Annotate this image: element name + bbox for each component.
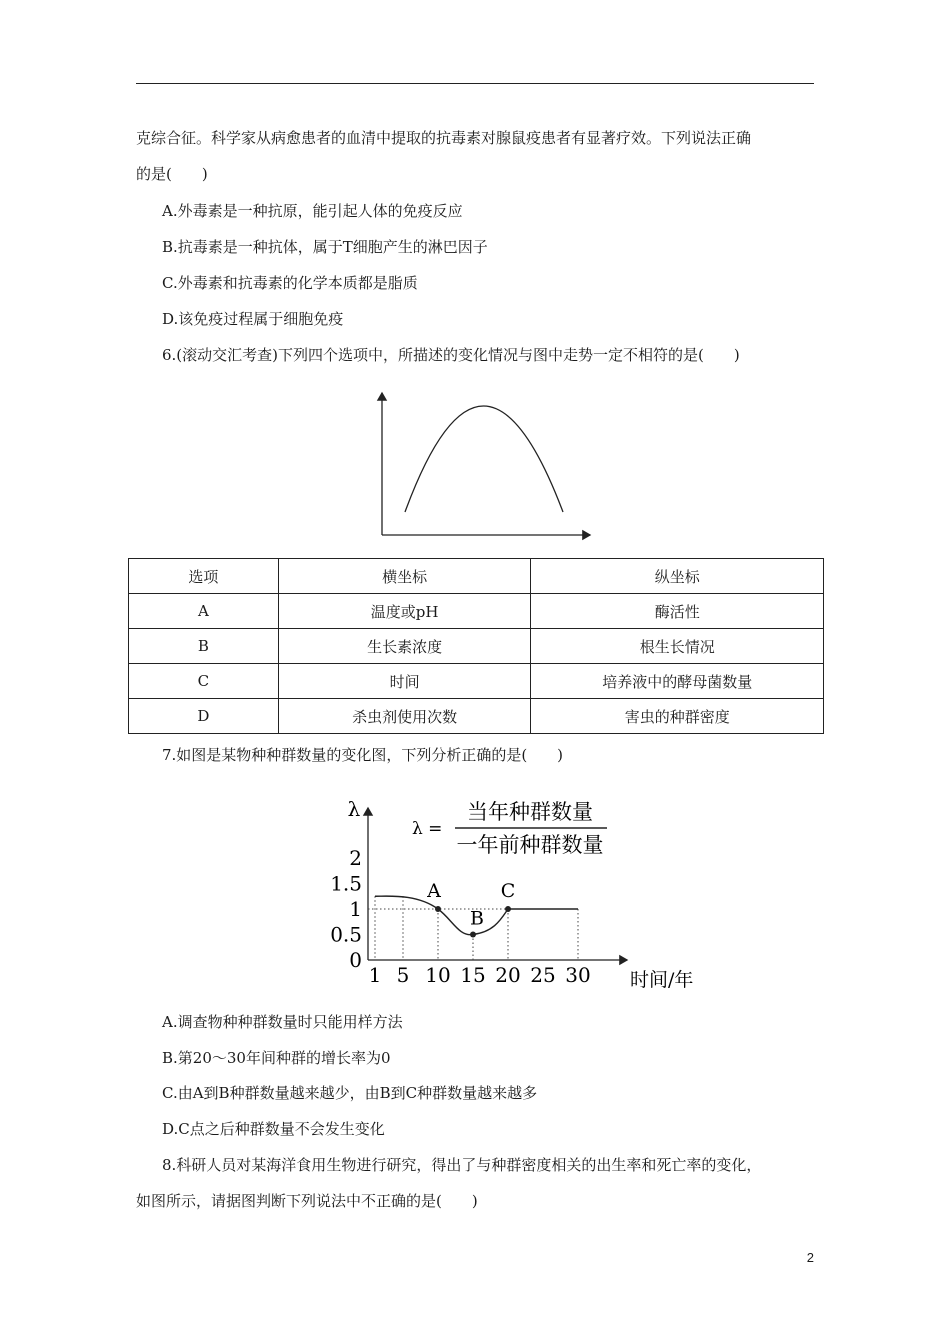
table-row bbox=[129, 594, 824, 629]
table-cell: 时间 bbox=[278, 664, 531, 699]
formula-lhs: λ = bbox=[412, 819, 443, 839]
point-label-a: A bbox=[427, 880, 441, 902]
table-row bbox=[129, 629, 824, 664]
y-tick-label: 2 bbox=[349, 846, 362, 870]
q6-stem: 6.(滚动交汇考查)下列四个选项中，所描述的变化情况与图中走势一定不相符的是( ) bbox=[162, 346, 740, 364]
y-tick-label: 1.5 bbox=[330, 871, 362, 896]
table-row bbox=[129, 699, 824, 734]
x-axis-label: 时间/年 bbox=[630, 969, 694, 991]
q5-option-c: C.外毒素和抗毒素的化学本质都是脂质 bbox=[162, 274, 418, 292]
q6-curve bbox=[405, 406, 563, 512]
q7-option-c: C.由A到B种群数量越来越少，由B到C种群数量越来越多 bbox=[162, 1084, 538, 1102]
page-number: 2 bbox=[806, 1250, 814, 1265]
table-cell: 根生长情况 bbox=[531, 629, 824, 664]
table-cell: D bbox=[129, 699, 279, 734]
q5-stem-line2: 的是( ) bbox=[136, 165, 208, 183]
x-tick-label: 1 bbox=[368, 963, 382, 987]
q5-option-a: A.外毒素是一种抗原，能引起人体的免疫反应 bbox=[162, 202, 463, 220]
point-c bbox=[505, 906, 511, 912]
table-cell: C bbox=[129, 664, 279, 699]
point-label-c: C bbox=[500, 880, 516, 902]
x-tick-label: 30 bbox=[565, 963, 591, 987]
q7-stem: 7.如图是某物种种群数量的变化图，下列分析正确的是( ) bbox=[162, 746, 564, 764]
table-cell: A bbox=[129, 594, 279, 629]
q8-stem-line1: 8.科研人员对某海洋食用生物进行研究，得出了与种群密度相关的出生率和死亡率的变化， bbox=[162, 1156, 762, 1174]
table-cell: 害虫的种群密度 bbox=[531, 699, 824, 734]
q5-option-d: D.该免疫过程属于细胞免疫 bbox=[162, 310, 344, 328]
y-axis-label: λ bbox=[347, 797, 361, 821]
y-tick-label: 0.5 bbox=[330, 922, 362, 947]
q6-options-table bbox=[128, 558, 824, 734]
table-cell: 生长素浓度 bbox=[278, 629, 531, 664]
q7-option-b: B.第20～30年间种群的增长率为0 bbox=[162, 1049, 391, 1067]
table-cell: B bbox=[129, 629, 279, 664]
x-tick-label: 10 bbox=[425, 963, 451, 987]
q8-stem-line2: 如图所示，请据图判断下列说法中不正确的是( ) bbox=[136, 1192, 478, 1210]
q5-option-b: B.抗毒素是一种抗体，属于T细胞产生的淋巴因子 bbox=[162, 238, 488, 256]
q7-option-d: D.C点之后种群数量不会发生变化 bbox=[162, 1120, 385, 1138]
y-tick-label: 0 bbox=[349, 948, 362, 972]
point-a bbox=[435, 906, 441, 912]
q7-lambda-chart bbox=[320, 790, 694, 1000]
q6-curve-figure bbox=[370, 385, 600, 545]
q5-stem-line1: 克综合征。科学家从病愈患者的血清中提取的抗毒素对腺鼠疫患者有显著疗效。下列说法正确 bbox=[136, 129, 752, 147]
point-label-b: B bbox=[470, 907, 484, 930]
formula-denominator: 一年前种群数量 bbox=[456, 833, 604, 857]
q7-option-a: A.调查物种种群数量时只能用样方法 bbox=[162, 1013, 403, 1031]
header-option: 选项 bbox=[129, 559, 279, 594]
x-tick-label: 20 bbox=[495, 963, 521, 987]
y-tick-label: 1 bbox=[349, 897, 362, 921]
x-tick-label: 5 bbox=[396, 963, 410, 987]
point-b bbox=[470, 932, 476, 938]
x-tick-label: 15 bbox=[460, 963, 486, 987]
x-tick-label: 25 bbox=[530, 963, 556, 987]
table-cell: 培养液中的酵母菌数量 bbox=[531, 664, 824, 699]
table-cell: 温度或pH bbox=[278, 594, 531, 629]
table-cell: 杀虫剂使用次数 bbox=[278, 699, 531, 734]
header-y-axis: 纵坐标 bbox=[531, 559, 824, 594]
header-rule bbox=[136, 83, 814, 84]
formula-numerator: 当年种群数量 bbox=[467, 800, 593, 824]
table-header-row bbox=[129, 559, 824, 594]
table-cell: 酶活性 bbox=[531, 594, 824, 629]
header-x-axis: 横坐标 bbox=[278, 559, 531, 594]
table-row bbox=[129, 664, 824, 699]
